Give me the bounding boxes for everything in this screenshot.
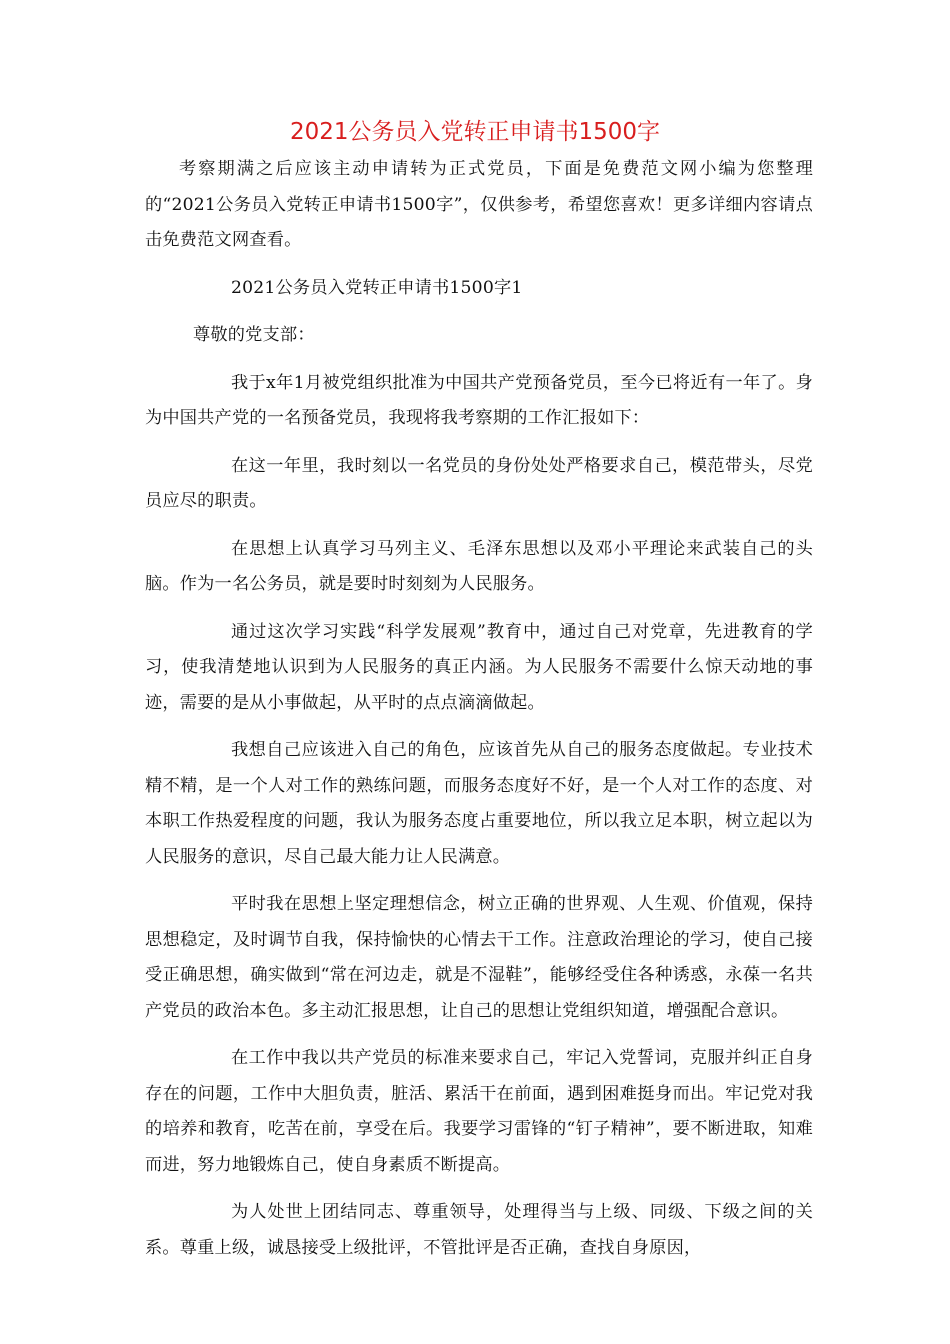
body-paragraph: 通过这次学习实践“科学发展观”教育中，通过自己对党章，先进教育的学习，使我清楚地认识到为人民服务的真正内涵。为人民服务不需要什么惊天动地的事迹，需要的是从小事做起，从平时的点点滴滴做起。 xyxy=(145,621,813,713)
body-paragraph: 在这一年里，我时刻以一名党员的身份处处严格要求自己，模范带头，尽党员应尽的职责。 xyxy=(145,455,813,511)
document-title: 2021公务员入党转正申请书1500字 xyxy=(289,119,661,145)
section-heading: 2021公务员入党转正申请书1500字1 xyxy=(231,277,523,298)
intro-paragraph: 考察期满之后应该主动申请转为正式党员，下面是免费范文网小编为您整理的“2021公务员入党转正申请书1500字”，仅供参考，希望您喜欢！更多详细内容请点击免费范文网查看。 xyxy=(145,159,813,250)
document-body xyxy=(145,152,813,1266)
salutation: 尊敬的党支部： xyxy=(193,325,315,345)
body-paragraph: 为人处世上团结同志、尊重领导，处理得当与上级、同级、下级之间的关系。尊重上级，诚恳接受上级批评，不管批评是否正确，查找自身原因， xyxy=(145,1202,813,1258)
body-paragraph: 我于x年1月被党组织批准为中国共产党预备党员，至今已将近有一年了。身为中国共产党的一名预备党员，我现将我考察期的工作汇报如下： xyxy=(145,372,813,428)
body-paragraph: 在工作中我以共产党员的标准来要求自己，牢记入党誓词，克服并纠正自身存在的问题，工作中大胆负责，脏活、累活干在前面，遇到困难挺身而出。牢记党对我的培养和教育，吃苦在前，享受在后。我要学习雷锋的“钉子精神”，要不断进取，知难而进，努力地锻炼自己，使自身素质不断提高。 xyxy=(145,1048,813,1175)
body-paragraph: 平时我在思想上坚定理想信念，树立正确的世界观、人生观、价值观，保持思想稳定，及时调节自我，保持愉快的心情去干工作。注意政治理论的学习，使自己接受正确思想，确实做到“常在河边走，就是不湿鞋”，能够经受住各种诱惑，永葆一名共产党员的政治本色。多主动汇报思想，让自己的思想让党组织知道，增强配合意识。 xyxy=(145,894,813,1021)
body-paragraph: 在思想上认真学习马列主义、毛泽东思想以及邓小平理论来武装自己的头脑。作为一名公务员，就是要时时刻刻为人民服务。 xyxy=(145,538,813,594)
body-paragraph: 我想自己应该进入自己的角色，应该首先从自己的服务态度做起。专业技术精不精，是一个人对工作的熟练问题，而服务态度好不好，是一个人对工作的态度、对本职工作热爱程度的问题，我认为服务态度占重要地位，所以我立足本职，树立起以为人民服务的意识，尽自己最大能力让人民满意。 xyxy=(145,740,813,867)
